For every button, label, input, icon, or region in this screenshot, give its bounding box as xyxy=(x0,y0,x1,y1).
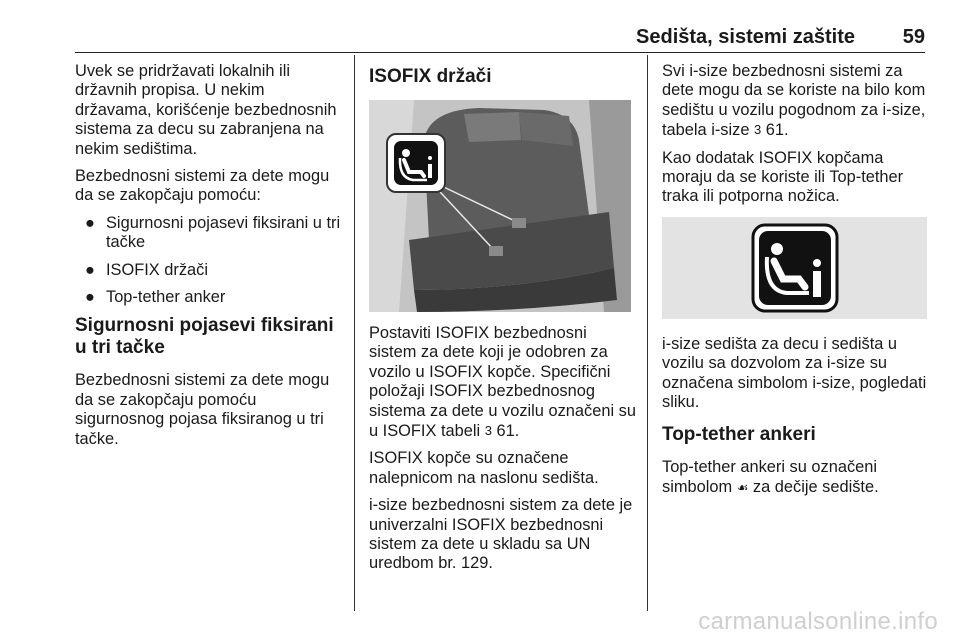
column-divider xyxy=(354,55,355,611)
i-size-symbol-figure xyxy=(662,217,927,319)
paragraph: ISOFIX kopče su označene nalepnicom na naslonu sedišta. xyxy=(369,449,599,487)
header-rule xyxy=(75,52,925,53)
seat-isofix-photo xyxy=(369,100,631,312)
list-item: ● Top-tether anker xyxy=(85,288,226,307)
watermark: carmanualsonline.info xyxy=(698,608,938,635)
paragraph: Postaviti ISOFIX bezbednosni sistem za dete koji je odobren za vozilo u ISOFIX kopče. Specifični položaji ISOFIX bezbednosnog sistema za dete u vozilu označeni su u ISOFIX tabeli 3 61. xyxy=(369,324,636,441)
page-title: Sedišta, sistemi zaštite xyxy=(636,26,855,48)
paragraph: Bezbednosni sistemi za dete mogu da se zakopčaju pomoću: xyxy=(75,167,330,205)
section-heading: Top-tether ankeri xyxy=(662,424,816,446)
paragraph: Svi i-size bezbednosni sistemi za dete mogu da se koriste na bilo kom sedištu u vozilu pogodnom za i-size, tabela i-size 3 61. xyxy=(662,62,926,140)
paragraph: i-size bezbednosni sistem za dete je univerzalni ISOFIX bezbednosni sistem za dete u skladu sa UN uredbom br. 129. xyxy=(369,496,633,573)
list-item: ● ISOFIX držači xyxy=(85,260,209,279)
column-right xyxy=(662,62,927,505)
i-size-symbol-icon xyxy=(739,217,851,319)
paragraph: Kao dodatak ISOFIX kopčama moraju da se koriste ili Top-tether traka ili potporna nožica. xyxy=(662,148,904,206)
paragraph: Bezbednosni sistemi za dete mogu da se zakopčaju pomoću sigurnosnog pojasa fiksiranog u tri tačke. xyxy=(75,371,330,448)
bullet-list xyxy=(75,214,345,308)
list-item: ● Sigurnosni pojasevi fiksirani u tri tačke xyxy=(85,213,341,252)
column-middle xyxy=(369,62,637,582)
paragraph: Top-tether ankeri su označeni simbolom ☙ za dečije sedište. xyxy=(662,458,879,496)
page-reference-icon: 3 xyxy=(754,122,762,138)
paragraph: i-size sedišta za decu i sedišta u vozilu sa dozvolom za i-size su označena simbolom i-size, pogledati sliku. xyxy=(662,334,927,412)
column-divider xyxy=(647,55,648,611)
page-number: 59 xyxy=(902,26,925,48)
bullet-icon: ● xyxy=(85,213,95,232)
page-header xyxy=(75,26,925,52)
paragraph: Uvek se pridržavati lokalnih ili državnih propisa. U nekim državama, korišćenje bezbednosnih sistema za decu su zabranjena na nekim sedištima. xyxy=(75,62,337,158)
page-reference-icon: 3 xyxy=(484,423,492,439)
top-tether-icon: ☙ xyxy=(736,479,749,495)
bullet-icon: ● xyxy=(85,260,95,279)
section-heading: ISOFIX držači xyxy=(369,66,492,87)
bullet-icon: ● xyxy=(85,288,95,307)
section-heading: Sigurnosni pojasevi fiksirani u tri tačke xyxy=(75,315,334,359)
seat-photo-illustration xyxy=(369,100,631,312)
column-left xyxy=(75,62,345,457)
